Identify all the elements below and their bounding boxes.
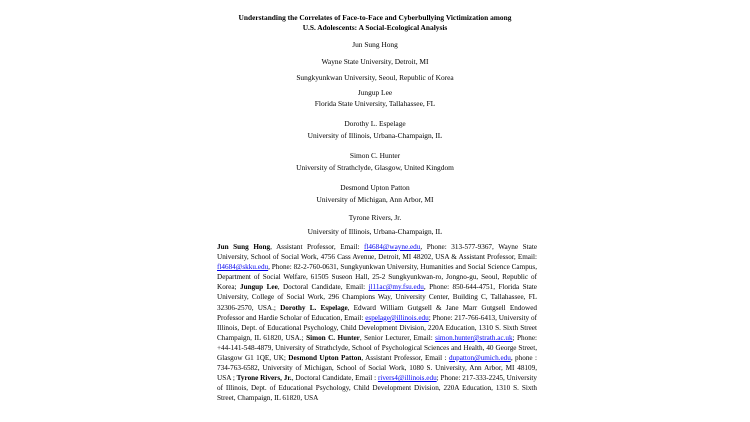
author-affiliation-patton: University of Michigan, Ann Arbor, MI <box>316 195 434 204</box>
contact-text: , Assistant Professor, Email : <box>361 354 449 363</box>
email-link-hong-wayne[interactable]: fl4684@wayne.edu <box>364 243 421 251</box>
contact-name-lee: Jungup Lee <box>239 283 278 292</box>
contact-name-rivers: Tyrone Rivers, Jr. <box>236 374 292 383</box>
contact-text: , Assistant Professor, Email: <box>270 243 365 251</box>
contact-name-espelage: Dorothy L. Espelage <box>280 303 348 312</box>
author-name-hunter: Simon C. Hunter <box>349 151 401 160</box>
contact-text: , Doctoral Candidate, Email: <box>277 283 369 292</box>
author-affiliation-espelage: University of Illinois, Urbana-Champaign, IL <box>307 131 443 140</box>
contact-text: , phone : 734-763-6582, University of Michigan, School of Social Work, 1080 S. University, Ann Arbor, MI 48109, USA ; <box>217 354 538 383</box>
author-affiliation-hong-1: Wayne State University, Detroit, MI <box>321 57 429 66</box>
contact-text: ; Phone: 217-766-6413, University of Illinois, Dept. of Educational Psychology, Child Development Division, 220A Education, 1310 S. Sixth Street Champaign, IL 61820, USA.; <box>217 313 537 342</box>
contact-text: , Phone: 82-2-760-0631, Sungkyunkwan University, Humanities and Social Science Campus, Department of Social Welfare, 61505 Suseon Hall, 25-2 Sungkyunkwan-ro, Jongno-gu, Seoul, Republic of Korea; <box>217 263 537 292</box>
author-name-lee: Jungup Lee <box>357 88 393 97</box>
contact-text: ; Phone: +44-141-548-4879, University of Strathclyde, School of Psychological Sciences and Health, 40 George Street, Glasgow G1 1QE, UK; <box>217 333 538 363</box>
paper-title <box>150 13 600 32</box>
contact-text: , Senior Lecturer, Email: <box>359 333 436 342</box>
author-affiliation-hunter: University of Strathclyde, Glasgow, United Kingdom <box>296 163 454 172</box>
contact-text: , Edward William Gutgsell & Jane Marr Gutgsell Endowed Professor and Hardie Scholar of Education, Email: <box>217 303 538 322</box>
email-link-lee[interactable]: jl11ac@my.fsu.edu <box>368 283 424 292</box>
email-link-hong-skku[interactable]: fl4684@skku.edu <box>217 263 269 272</box>
contact-text: , Doctoral Candidate, Email : <box>291 374 378 383</box>
author-affiliation-rivers: University of Illinois, Urbana-Champaign, IL <box>307 227 443 236</box>
contact-text: , Phone: 850-644-4751, Florida State University, College of Social Work, 296 Champions Way, University Center, Building C, Tallahassee, FL 32306-2570, USA.; <box>217 283 537 312</box>
author-name-espelage: Dorothy L. Espelage <box>344 119 406 128</box>
author-affiliation-lee: Florida State University, Tallahassee, FL <box>314 99 436 108</box>
contact-text: , Phone: 313-577-9367, Wayne State University, School of Social Work, 4756 Cass Avenue, Detroit, MI 48202, USA & Assistant Professor, Email: <box>217 243 538 262</box>
contact-name-hunter: Simon C. Hunter <box>306 333 360 342</box>
contact-name-patton: Desmond Upton Patton <box>288 354 362 363</box>
author-affiliation-hong-2: Sungkyunkwan University, Seoul, Republic of Korea <box>296 73 454 82</box>
author-name-rivers: Tyrone Rivers, Jr. <box>348 213 402 222</box>
author-contact-block <box>217 242 537 404</box>
contact-name-hong: Jun Sung Hong <box>217 243 271 251</box>
email-link-hunter[interactable]: simon.hunter@strath.ac.uk <box>435 333 513 342</box>
paper-title-line-2: U.S. Adolescents: A Social-Ecological Analysis <box>302 22 448 32</box>
email-link-patton[interactable]: dupatton@umich.edu <box>448 354 511 363</box>
email-link-rivers[interactable]: rivers4@illinois.edu <box>377 374 437 383</box>
email-link-espelage[interactable]: espelage@illinois.edu <box>365 313 429 322</box>
contact-text: ; Phone: 217-333-2245, University of Illinois, Dept. of Educational Psychology, Child Development Division, 220A Education, 1310 S. Sixth Street, Champaign, IL 61820, USA <box>217 374 538 403</box>
author-name-hong: Jun Sung Hong <box>352 40 398 49</box>
author-name-patton: Desmond Upton Patton <box>340 183 410 192</box>
paper-title-line-1: Understanding the Correlates of Face-to-Face and Cyberbullying Victimization among <box>238 13 512 22</box>
